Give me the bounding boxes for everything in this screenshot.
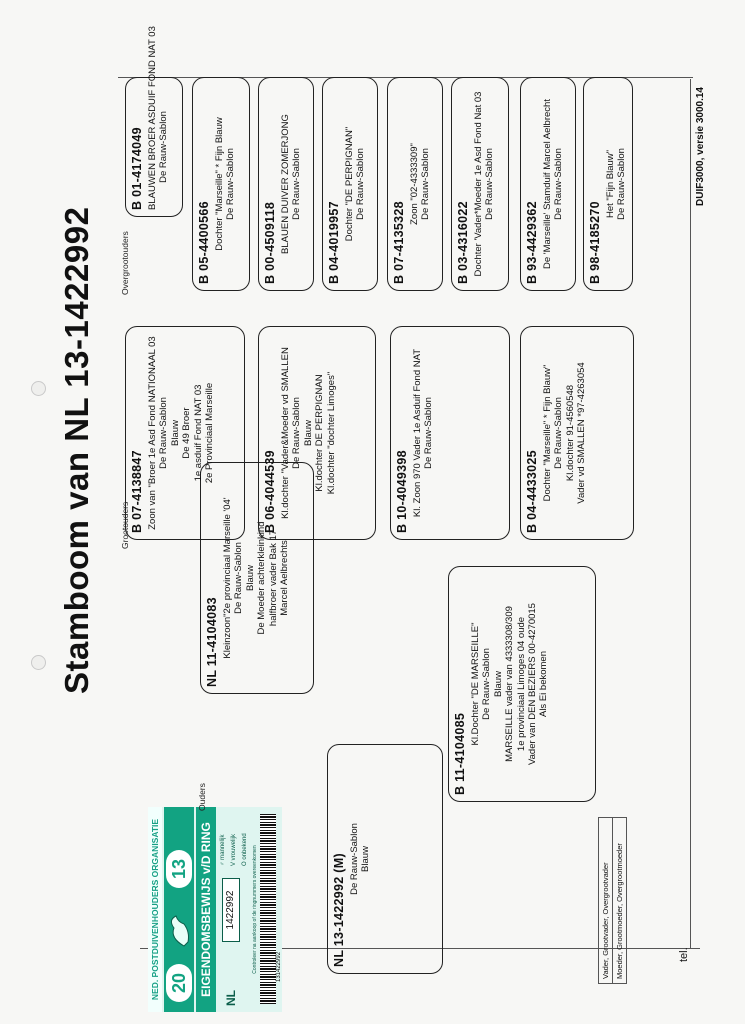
- ring-number: B 05-4400566: [197, 201, 211, 284]
- great-grandparent-box: [387, 77, 443, 291]
- label-overgrootouders: Overgrootouders: [120, 231, 130, 295]
- grandparent-box: [258, 326, 376, 540]
- ring-number: B 04-4019957: [327, 201, 341, 284]
- mother-box: [448, 566, 596, 802]
- card-option-female: [231, 834, 237, 866]
- label-grootouders: Grootouders: [120, 501, 130, 549]
- pedigree-line: De Rauw-Sablon: [291, 397, 303, 469]
- ring-number: B 07-4138847: [130, 450, 144, 533]
- pedigree-line: Zoon "02-4333309": [409, 143, 420, 225]
- pedigree-line: De Rauw-Sablon: [420, 148, 432, 220]
- great-grandparent-box: [451, 77, 509, 291]
- pedigree-line: Vader van DEN BEZIERS 00-4270015: [526, 603, 538, 765]
- pigeon-icon: [164, 912, 194, 952]
- pedigree-line: Dochter "Marseille" * Fijn Blauw: [214, 117, 225, 251]
- subject-box: [327, 744, 443, 974]
- pedigree-line: Het "Fijn Blauw": [605, 150, 616, 218]
- pedigree-line: Marcel Aelbrechts: [278, 540, 290, 616]
- pedigree-line: De Rauw-Sablon: [158, 397, 170, 469]
- ring-number: B 04-4433025: [525, 450, 539, 533]
- legend-female: Moeder, Grootmoeder, Overgrootmoeder: [615, 843, 624, 979]
- great-grandparent-box: [125, 26, 183, 217]
- card-title: EIGENDOMSBEWIJS v/D RING: [196, 807, 216, 1012]
- pedigree-line: Blauw: [302, 420, 314, 446]
- pedigree-line: Blauw: [244, 565, 256, 591]
- great-grandparent-box: [192, 77, 250, 291]
- ownership-card: [148, 807, 282, 1012]
- ring-number: B 00-4509118: [263, 201, 277, 284]
- great-grandparent-box: [520, 77, 576, 291]
- subject-ring: NL 13-1422992 (M): [332, 853, 346, 967]
- ring-number: B 93-4429362: [525, 201, 539, 284]
- pedigree-line: Kl.dochter "dochter Limoges": [325, 371, 337, 495]
- pedigree-line: Blauw: [169, 420, 181, 446]
- pedigree-line: Als Ei bekomen: [538, 651, 550, 718]
- page-title: Stamboom van NL 13-1422992: [58, 206, 95, 694]
- pedigree-line: De Moeder achterkleinkind: [256, 521, 268, 635]
- pedigree-line: halfbroer vader Bak 17: [267, 529, 279, 627]
- ring-number: B 03-4316022: [456, 201, 470, 284]
- pedigree-line: ♂ mannelijk: [220, 834, 226, 866]
- card-footer: Controleer na aankoop of de ringnummers overeenkomen: [252, 845, 258, 974]
- great-grandparent-box: [258, 77, 314, 291]
- pedigree-line: De Rauw-Sablon: [553, 397, 565, 469]
- pedigree-line: De Rauw-Sablon: [423, 397, 435, 469]
- pedigree-line: Kleinzoon"2e provinciaal Marseille '04': [222, 497, 233, 659]
- ring-number: B 98-4185270: [588, 201, 602, 284]
- pedigree-line: De Rauw-Sablon: [616, 148, 628, 220]
- ring-number: B 01-4174049: [130, 127, 144, 210]
- legend-male: Vader, Grootvader, Overgrootvader: [599, 818, 613, 983]
- pedigree-line: Blauw: [360, 846, 372, 872]
- card-year-right: 13: [166, 850, 192, 888]
- grandparent-box: [390, 326, 510, 540]
- card-header: NED. POSTDUIVENHOUDERS ORGANISATIE: [148, 807, 162, 1012]
- pedigree-line: Kl. Zoon 970 Vader 1e Asduif Fond NAT: [412, 348, 423, 518]
- card-option-male: [220, 834, 226, 866]
- pedigree-line: De Rauw-Sablon: [481, 648, 493, 720]
- barcode-number: 131422992: [276, 951, 282, 982]
- card-year-left: 20: [166, 964, 192, 1002]
- pedigree-line: BLAUEN DUIVER ZOMERJONG: [280, 114, 291, 254]
- ring-number: B 07-4135328: [392, 201, 406, 284]
- pedigree-line: Dochter "DE PERPIGNAN": [344, 126, 355, 242]
- pedigree-line: O onbekend: [242, 833, 248, 866]
- pedigree-line: De Rauw-Sablon: [233, 542, 245, 614]
- pedigree-line: De Rauw-Sablon: [158, 111, 170, 183]
- pedigree-line: 1e asduif Fond NAT 03: [192, 384, 204, 482]
- pedigree-line: Kl.dochter "Vader&Moeder vd SMALLEN: [280, 347, 291, 519]
- grandparent-box: [125, 326, 245, 540]
- pedigree-line: V vrouwelijk: [231, 833, 237, 866]
- tel-label: tel.: [678, 947, 690, 962]
- pedigree-line: MARSEILLE vader van 4333308/309: [504, 606, 516, 762]
- pedigree-line: De Rauw-Sablon: [225, 148, 237, 220]
- ring-number: B 06-4044539: [263, 450, 277, 533]
- grandparent-box: [520, 326, 634, 540]
- pedigree-line: Vader vd SMALLEN *97-4263054: [576, 362, 588, 504]
- pedigree-line: BLAUWEN BROER ASDUIF FOND NAT 03: [147, 26, 158, 210]
- pedigree-line: Kl.Dochter "DE MARSEILLE": [470, 622, 481, 746]
- pedigree-line: Kl.dochter 91-4560548: [564, 384, 576, 482]
- pedigree-line: Kl.dochter DE PERPIGNAN: [314, 374, 326, 492]
- pedigree-line: De Rauw-Sablon: [484, 148, 496, 220]
- sex-legend: [598, 817, 627, 984]
- pedigree-line: 1e provinciaal Limoges 04 oude: [515, 616, 527, 752]
- card-option-unknown: [242, 833, 248, 866]
- ring-number: B 10-4049398: [395, 450, 409, 533]
- mother-ring: B 11-4104085: [453, 712, 467, 795]
- pedigree-line: Blauw: [492, 671, 504, 697]
- pedigree-line: 2e Provinciaal Marseille: [203, 382, 215, 484]
- pedigree-line: Dochter 'Vader*Moeder 1e Asd Fond Nat 03: [473, 91, 484, 277]
- great-grandparent-box: [322, 77, 378, 291]
- pedigree-line: Zoon van "Broer 1e Asd Fond NATIONAAL 03: [147, 336, 158, 530]
- father-ring: NL 11-4104083: [205, 597, 219, 687]
- sheet-bottom-border: [690, 79, 691, 949]
- card-country: NL: [224, 990, 238, 1006]
- pedigree-line: De Rauw-Sablon: [291, 148, 303, 220]
- great-grandparent-box: [583, 77, 633, 291]
- pedigree-line: De Rauw-Sablon: [355, 148, 367, 220]
- barcode: [260, 814, 276, 1004]
- pedigree-line: De Rauw-Sablon: [349, 823, 360, 895]
- label-ouders: Ouders: [197, 783, 207, 811]
- pedigree-line: De 'Marseille' Stamduif Marcel Aelbrecht: [542, 99, 553, 269]
- pedigree-line: De 49 Broer: [181, 407, 193, 459]
- pedigree-line: Dochter "Marseille" * Fijn Blauw": [542, 364, 553, 502]
- card-ring-number: 1422992: [222, 878, 240, 942]
- version-label: DUIF3000, versie 3000.14: [695, 87, 706, 206]
- pedigree-line: De Rauw-Sablon: [553, 148, 565, 220]
